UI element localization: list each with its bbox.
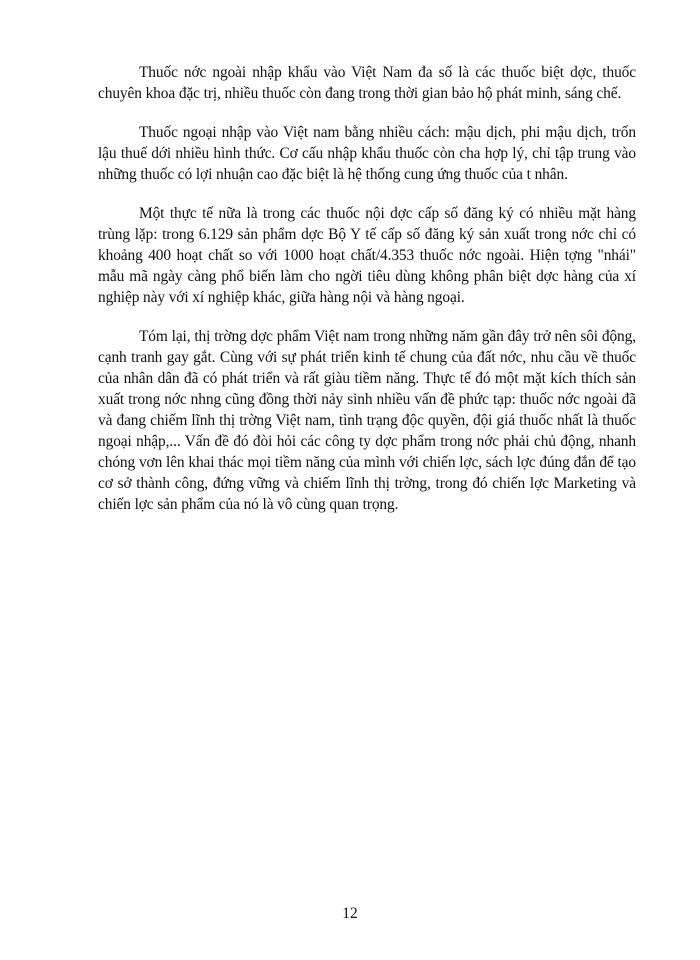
body-text	[98, 62, 636, 533]
paragraph-imported-drugs: Thuốc nớc ngoài nhập khẩu vào Việt Nam đa số là các thuốc biệt dợc, thuốc chuyên khoa đặc trị, nhiều thuốc còn đang trong thời gian bảo hộ phát minh, sáng chế.	[98, 64, 636, 102]
paragraph-import-channels: Thuốc ngoại nhập vào Việt nam bằng nhiều cách: mậu dịch, phi mậu dịch, trốn lậu thuế dới nhiều hình thức. Cơ cấu nhập khẩu thuốc còn cha hợp lý, chỉ tập trung vào những thuốc có lợi nhuận cao đặc biệt là hệ thống cung ứng thuốc của t nhân.	[98, 124, 636, 183]
paragraph-domestic-registration: Một thực tế nữa là trong các thuốc nội dợc cấp số đăng ký có nhiều mặt hàng trùng lặp: trong 6.129 sản phẩm dợc Bộ Y tế cấp số đăng ký sản xuất trong nớc chỉ có khoảng 400 hoạt chất so với 1000 hoạt chất/4.353 thuốc nớc ngoài. Hiện tợng "nhái" mẫu mã ngày càng phổ biến làm cho ngời tiêu dùng không phân biệt dợc hàng của xí nghiệp này với xí nghiệp khác, giữa hàng nội và hàng ngoại.	[98, 205, 636, 306]
page-number: 12	[342, 905, 358, 922]
paragraph-summary: Tóm lại, thị trờng dợc phẩm Việt nam trong những năm gần đây trở nên sôi động, cạnh tranh gay gắt. Cùng với sự phát triển kinh tế chung của đất nớc, nhu cầu về thuốc của nhân dân đã có phát triển và rất giàu tiềm năng. Thực tế đó một mặt kích thích sản xuất trong nớc nhng cũng đồng thời nảy sinh nhiều vấn đề phức tạp: thuốc nớc ngoài đã và đang chiếm lĩnh thị trờng Việt nam, tình trạng độc quyền, đội giá thuốc nhất là thuốc ngoại nhập,... Vấn đề đó đòi hỏi các công ty dợc phẩm trong nớc phải chủ động, nhanh chóng vơn lên khai thác mọi tiềm năng của mình với chiến lợc, sách lợc đúng đắn để tạo cơ sở thành công, đứng vững và chiếm lĩnh thị trờng, trong đó chiến lợc Marketing và chiến lợc sản phẩm của nó là vô cùng quan trọng.	[98, 328, 636, 513]
